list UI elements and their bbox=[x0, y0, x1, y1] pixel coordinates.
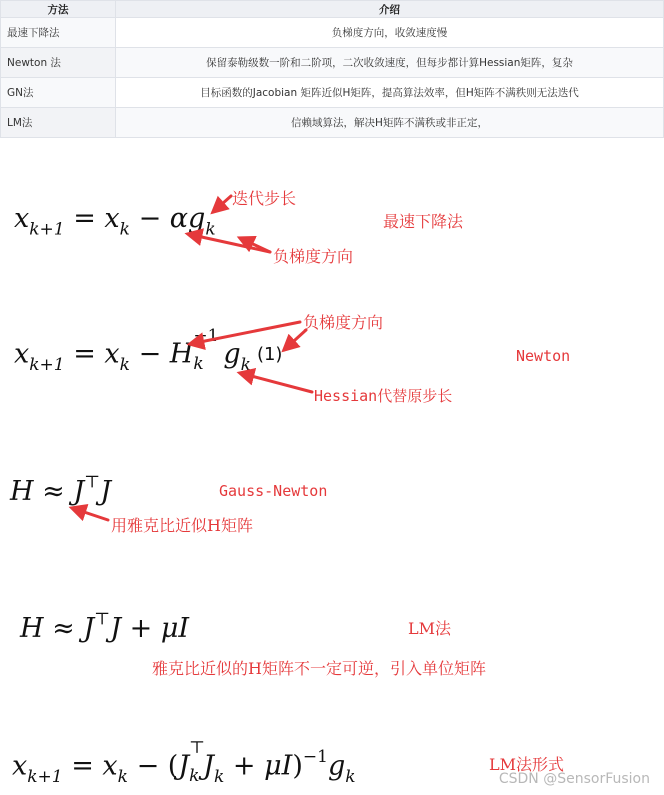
annotation-newton: Newton bbox=[516, 347, 571, 365]
arrow-to-hessian bbox=[240, 373, 312, 392]
formula-lm bbox=[20, 609, 190, 644]
transpose-mark: ⊤ bbox=[189, 738, 206, 758]
inverse-mark: −1 bbox=[302, 746, 328, 767]
var-g: g bbox=[223, 338, 241, 370]
annotation-hessian-replace: Hessian代替原步长 bbox=[314, 387, 453, 405]
row-desc: 目标函数的Jacobian 矩阵近似H矩阵，提高算法效率，但H矩阵不满秩则无法迭代 bbox=[116, 78, 664, 108]
subscript: k bbox=[345, 767, 356, 788]
equals-sign: = bbox=[73, 338, 96, 370]
formula-lm-update bbox=[12, 738, 356, 788]
row-method: LM法 bbox=[1, 108, 116, 138]
close-paren: ) bbox=[292, 750, 303, 782]
equation-number: (1) bbox=[256, 343, 283, 365]
subscript: k bbox=[119, 219, 130, 240]
var-g: g bbox=[188, 203, 206, 234]
minus-sign: − bbox=[136, 750, 160, 782]
annotation-neg-grad-1: 负梯度方向 bbox=[273, 247, 354, 266]
row-method: GN法 bbox=[1, 78, 116, 108]
var-J: J bbox=[83, 613, 95, 644]
subscript: k bbox=[205, 219, 216, 240]
var-H: H bbox=[169, 338, 194, 370]
formula-gauss-newton bbox=[10, 472, 112, 507]
row-method: 最速下降法 bbox=[1, 18, 116, 48]
formula-newton bbox=[14, 326, 283, 376]
annotation-lm-form: LM法形式 bbox=[489, 755, 565, 774]
table-header-row bbox=[1, 1, 664, 18]
arrow-to-g bbox=[284, 330, 306, 350]
row-method: Newton 法 bbox=[1, 48, 116, 78]
var-J: J bbox=[178, 750, 190, 782]
jacobian-index bbox=[189, 738, 206, 786]
annotation-lm: LM法 bbox=[408, 619, 452, 638]
superscript: −1 bbox=[193, 326, 219, 346]
table-row bbox=[1, 18, 664, 48]
var-mu: μ bbox=[264, 750, 282, 782]
hessian-index bbox=[193, 326, 223, 374]
row-desc: 信赖域算法，解决H矩阵不满秩或非正定， bbox=[116, 108, 664, 138]
table-row bbox=[1, 78, 664, 108]
header-intro: 介绍 bbox=[116, 1, 664, 18]
plus-sign: + bbox=[129, 613, 153, 644]
annotation-jacobian-approx: 用雅克比近似H矩阵 bbox=[111, 516, 253, 535]
var-alpha: α bbox=[169, 203, 189, 234]
formula-steepest-descent bbox=[14, 203, 216, 240]
watermark: CSDN @SensorFusion bbox=[498, 771, 650, 787]
equals-sign: = bbox=[71, 750, 94, 782]
subscript: k+1 bbox=[27, 767, 63, 788]
var-H: H bbox=[10, 476, 34, 507]
approx-sign: ≈ bbox=[42, 476, 65, 507]
var-J: J bbox=[73, 476, 85, 507]
subscript: k bbox=[193, 354, 204, 374]
row-desc: 保留泰勒级数一阶和二阶项，二次收敛速度，但每步都计算Hessian矩阵，复杂 bbox=[116, 48, 664, 78]
open-paren: ( bbox=[167, 750, 179, 782]
plus-sign: + bbox=[232, 750, 256, 782]
methods-table bbox=[0, 0, 664, 138]
row-desc: 负梯度方向，收敛速度慢 bbox=[116, 18, 664, 48]
var-J: J bbox=[110, 613, 122, 644]
var-H: H bbox=[20, 613, 44, 644]
var-J: J bbox=[203, 750, 214, 782]
header-method: 方法 bbox=[1, 1, 116, 18]
arrow-to-grad-1b bbox=[240, 238, 270, 252]
var-x: x bbox=[102, 750, 118, 782]
annotation-step-size: 迭代步长 bbox=[232, 189, 297, 208]
var-mu: μ bbox=[160, 613, 179, 644]
var-J: J bbox=[100, 476, 112, 507]
var-I: I bbox=[178, 613, 190, 644]
table-row bbox=[1, 108, 664, 138]
subscript: k+1 bbox=[29, 355, 65, 376]
arrow-to-grad-1 bbox=[188, 234, 270, 252]
arrow-to-alpha bbox=[213, 196, 231, 212]
subscript: k+1 bbox=[29, 219, 65, 240]
annotation-lm-note: 雅克比近似的H矩阵不一定可逆，引入单位矩阵 bbox=[152, 659, 486, 678]
subscript: k bbox=[117, 767, 128, 788]
var-x: x bbox=[104, 338, 120, 370]
var-x: x bbox=[12, 750, 28, 782]
table-row bbox=[1, 48, 664, 78]
transpose-mark: ⊤ bbox=[84, 472, 101, 493]
minus-sign: − bbox=[138, 338, 162, 370]
annotation-neg-grad-2: 负梯度方向 bbox=[303, 313, 384, 332]
annotation-gauss-newton: Gauss-Newton bbox=[219, 482, 328, 500]
var-I: I bbox=[281, 750, 293, 782]
annotation-steepest-descent: 最速下降法 bbox=[383, 212, 464, 231]
transpose-mark: ⊤ bbox=[94, 609, 111, 630]
arrow-to-approx bbox=[72, 508, 108, 520]
var-x: x bbox=[14, 338, 30, 370]
var-x: x bbox=[14, 203, 30, 234]
minus-sign: − bbox=[138, 203, 162, 234]
equals-sign: = bbox=[73, 203, 96, 234]
subscript: k bbox=[119, 355, 130, 376]
subscript: k bbox=[213, 767, 225, 788]
subscript: k bbox=[189, 766, 200, 786]
approx-sign: ≈ bbox=[52, 613, 75, 644]
var-x: x bbox=[104, 203, 120, 234]
var-g: g bbox=[327, 750, 346, 782]
subscript: k bbox=[240, 355, 251, 376]
